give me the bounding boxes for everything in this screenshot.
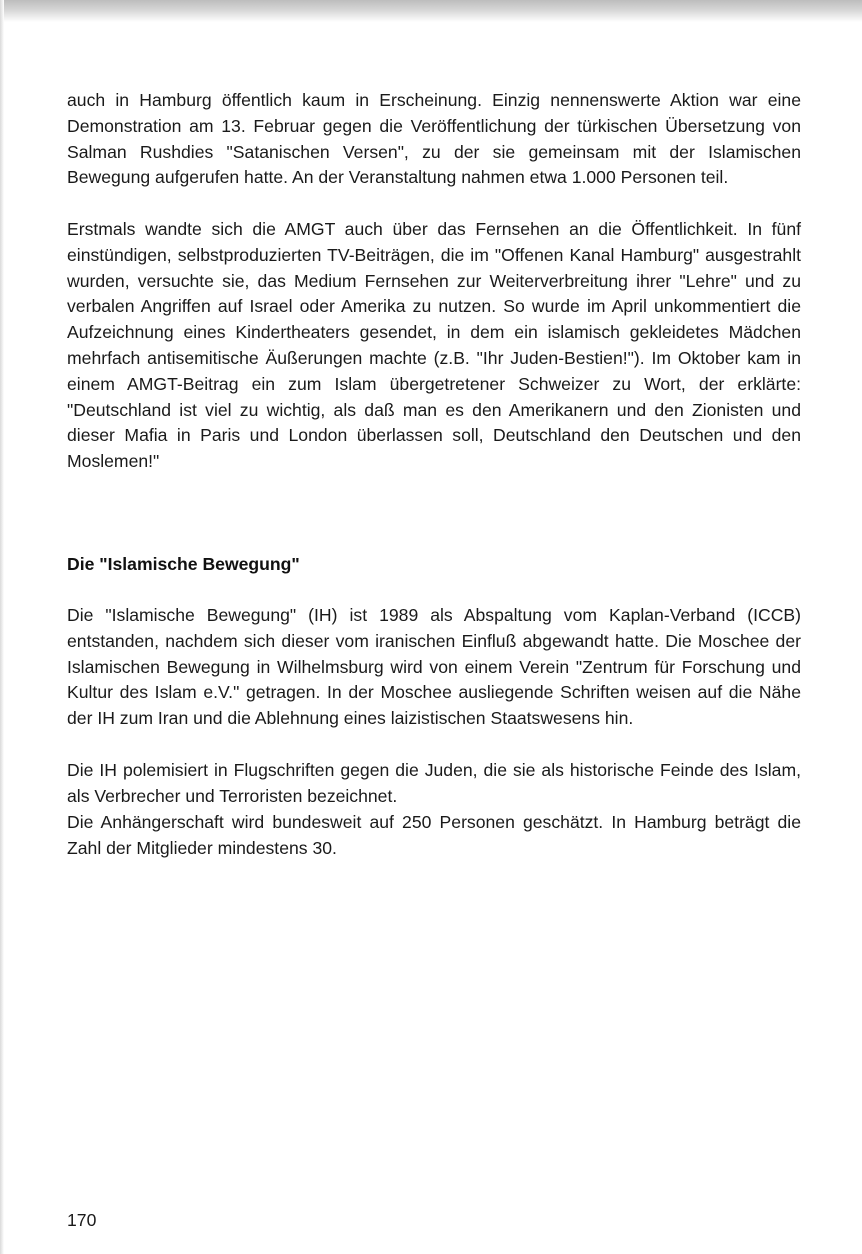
paragraph-ih-membership: Die Anhängerschaft wird bundesweit auf 250 Personen geschätzt. In Hamburg beträgt die Zahl der Mitglieder mindestens 30. (67, 812, 801, 858)
paragraph-ih-origin: Die "Islamische Bewegung" (IH) ist 1989 als Abspaltung vom Kaplan-Verband (ICCB) entstanden, nachdem sich dieser vom iranischen Einfluß abgewandt hatte. Die Moschee der Islamischen Bewegung in Wilhelmsburg wird von einem Verein "Zentrum für Forschung und Kultur des Islam e.V." getragen. In der Moschee ausliegende Schriften weisen auf die Nähe der IH zum Iran und die Ablehnung eines laizistischen Staatswesens hin. (67, 605, 801, 729)
paragraph-demonstration: auch in Hamburg öffentlich kaum in Erscheinung. Einzig nennenswerte Aktion war eine Demonstration am 13. Februar gegen die Veröffentlichung der türkischen Übersetzung von Salman Rushdies "Satanischen Versen", zu der sie gemeinsam mit der Islamischen Bewegung aufgerufen hatte. An der Veranstaltung nahmen etwa 1.000 Personen teil. (67, 90, 801, 188)
scan-top-edge (0, 0, 862, 22)
paragraph-ih-polemics: Die IH polemisiert in Flugschriften gegen die Juden, die sie als historische Feinde des Islam, als Verbrecher und Terroristen bezeichnet. (67, 760, 801, 806)
paragraph-tv-broadcasts: Erstmals wandte sich die AMGT auch über das Fernsehen an die Öffentlichkeit. In fünf einstündigen, selbstproduzierten TV-Beiträgen, die im "Offenen Kanal Hamburg" ausgestrahlt wurden, versuchte sie, das Medium Fernsehen zur Weiterverbreitung ihrer "Lehre" und zu verbalen Angriffen auf Israel oder Amerika zu nutzen. So wurde im April unkommentiert die Aufzeichnung eines Kindertheaters gesendet, in dem ein islamisch gekleidetes Mädchen mehrfach antisemitische Äußerungen machte (z.B. "Ihr Juden-Bestien!"). Im Oktober kam in einem AMGT-Beitrag ein zum Islam übergetretener Schweizer zu Wort, der erklärte: "Deutschland ist viel zu wichtig, als daß man es den Amerikanern und den Zionisten und dieser Mafia in Paris und London überlassen soll, Deutschland den Deutschen und den Moslemen!" (67, 219, 801, 472)
page-number: 170 (67, 1210, 97, 1230)
scan-left-edge (0, 0, 4, 1254)
section-heading: Die "Islamische Bewegung" (67, 554, 300, 574)
